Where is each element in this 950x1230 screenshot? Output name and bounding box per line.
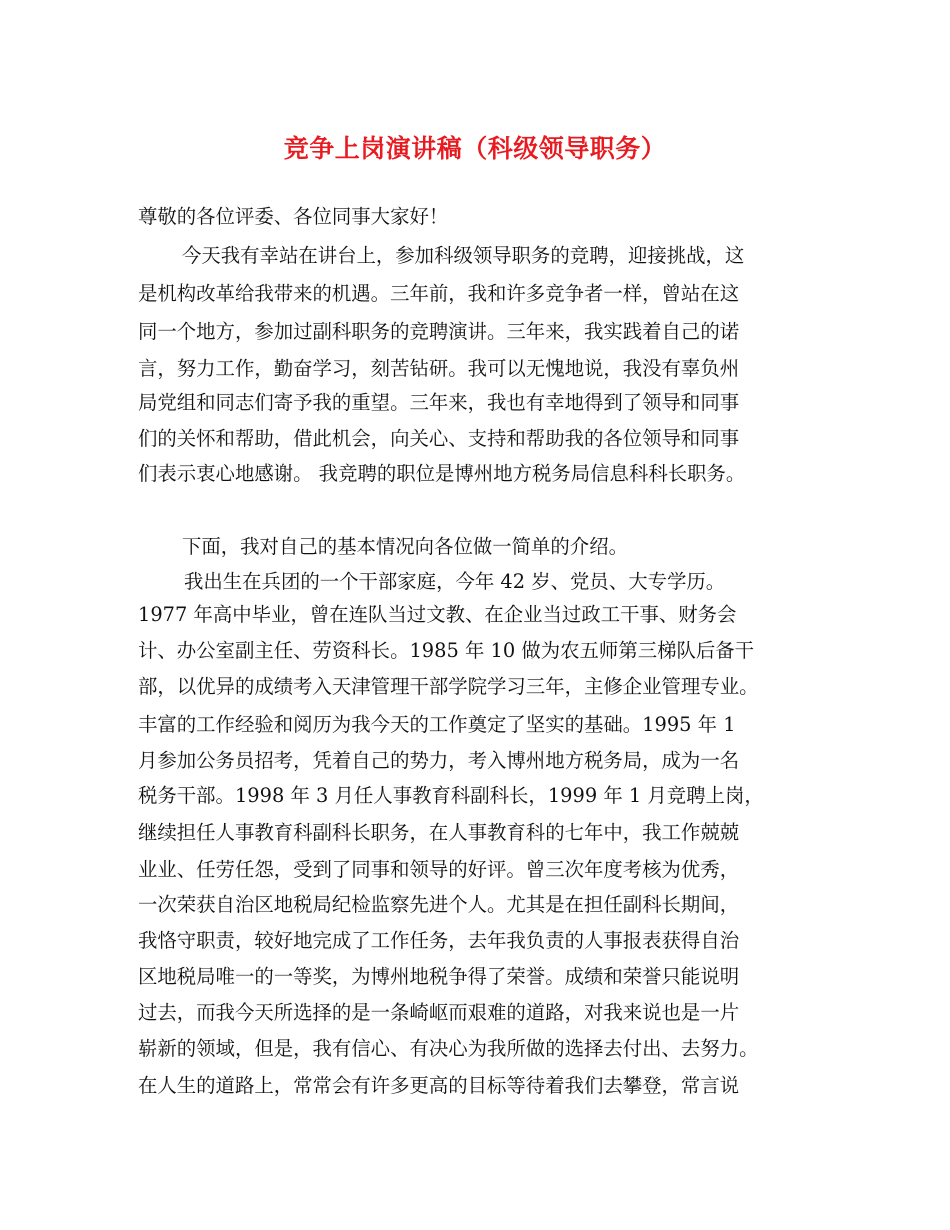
paragraph-line: 部，以优异的成绩考入天津管理干部学院学习三年，主修企业管理专业。 [138, 675, 759, 698]
paragraph-line: 丰富的工作经验和阅历为我今天的工作奠定了坚实的基础。1995 年 1 [138, 713, 736, 736]
paragraph-line: 业业、任劳任怨，受到了同事和领导的好评。曾三次年度考核为优秀， [138, 858, 740, 881]
paragraph-line: 我恪守职责，较好地完成了工作任务，去年我负责的人事报表获得自治 [138, 929, 740, 952]
paragraph-line: 1977 年高中毕业，曾在连队当过文教、在企业当过政工干事、财务会 [138, 603, 737, 626]
paragraph-line: 计、办公室副主任、劳资科长。1985 年 10 做为农五师第三梯队后备干 [138, 639, 755, 662]
paragraph-line: 们的关怀和帮助，借此机会，向关心、支持和帮助我的各位领导和同事 [138, 427, 740, 450]
paragraph-line: 今天我有幸站在讲台上，参加科级领导职务的竞聘，迎接挑战，这 [182, 244, 745, 267]
paragraph-line: 局党组和同志们寄予我的重望。三年来，我也有幸地得到了领导和同事 [138, 391, 740, 414]
salutation-line: 尊敬的各位评委、各位同事大家好！ [138, 205, 449, 228]
paragraph-line: 同一个地方，参加过副科职务的竞聘演讲。三年来，我实践着自己的诺 [138, 320, 740, 343]
paragraph-line: 我出生在兵团的一个干部家庭，今年 42 岁、党员、大专学历。 [184, 570, 726, 593]
paragraph-line: 们表示衷心地感谢。 我竞聘的职位是博州地方税务局信息科科长职务。 [138, 462, 746, 485]
paragraph-line: 是机构改革给我带来的机遇。三年前，我和许多竞争者一样，曾站在这 [138, 282, 740, 305]
paragraph-line: 继续担任人事教育科副科长职务，在人事教育科的七年中，我工作兢兢 [138, 821, 740, 844]
paragraph-line: 下面，我对自己的基本情况向各位做一简单的介绍。 [182, 535, 628, 558]
paragraph-line: 税务干部。1998 年 3 月任人事教育科副科长，1999 年 1 月竞聘上岗， [138, 784, 764, 807]
paragraph-line: 在人生的道路上，常常会有许多更高的目标等待着我们去攀登，常言说 [138, 1074, 740, 1097]
paragraph-line: 区地税局唯一的一等奖，为博州地税争得了荣誉。成绩和荣誉只能说明 [138, 965, 740, 988]
paragraph-line: 月参加公务员招考，凭着自己的势力，考入博州地方税务局，成为一名 [138, 749, 740, 772]
paragraph-line: 一次荣获自治区地税局纪检监察先进个人。尤其是在担任副科长期间， [138, 893, 740, 916]
paragraph-line: 言，努力工作，勤奋学习，刻苦钻研。我可以无愧地说，我没有辜负州 [138, 357, 740, 380]
paragraph-line: 过去，而我今天所选择的是一条崎岖而艰难的道路，对我来说也是一片 [138, 1001, 740, 1024]
paragraph-line: 崭新的领域，但是，我有信心、有决心为我所做的选择去付出、去努力。 [138, 1037, 759, 1060]
document-title: 竞争上岗演讲稿（科级领导职务） [283, 134, 667, 163]
